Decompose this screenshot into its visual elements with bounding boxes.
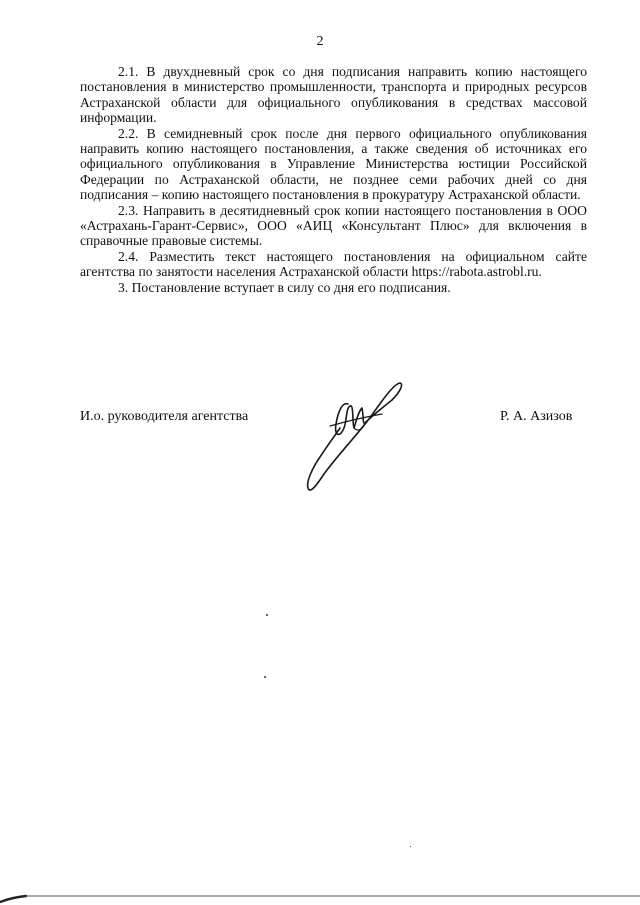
scan-edge-artifact (0, 889, 640, 905)
scan-speck (264, 676, 266, 678)
document-body (80, 64, 587, 295)
scan-speck (266, 614, 268, 616)
scan-speck (410, 846, 411, 847)
handwritten-signature (300, 378, 420, 498)
paragraph-2-3: 2.3. Направить в десятидневный срок копии настоящего постановления в ООО «Астрахань-Гарант-Сервис», ООО «АИЦ «Консультант Плюс» для включения в справочные правовые системы. (80, 202, 587, 249)
page-number: 2 (316, 34, 324, 49)
paragraph-3: 3. Постановление вступает в силу со дня его подписания. (118, 279, 451, 295)
signatory-role: И.о. руководителя агентства (80, 409, 249, 424)
paragraph-2-2: 2.2. В семидневный срок после дня первого официального опубликования направить копию настоящего постановления, а также сведения об источниках его официального опубликования в Управление Министерства юстиции Российской Федерации по Астраханской области, не позднее семи рабочих дней со дня подписания – копию настоящего постановления в прокуратуру Астраханской области. (80, 125, 587, 203)
paragraph-2-4: 2.4. Разместить текст настоящего постановления на официальном сайте агентства по занятости населения Астраханской области https://rabota.astrobl.ru. (80, 248, 587, 280)
signatory-name: Р. А. Азизов (500, 409, 573, 424)
paragraph-2-1: 2.1. В двухдневный срок со дня подписания направить копию настоящего постановления в министерство промышленности, транспорта и природных ресурсов Астраханской области для официального опубликования в средствах массовой информации. (80, 64, 587, 126)
